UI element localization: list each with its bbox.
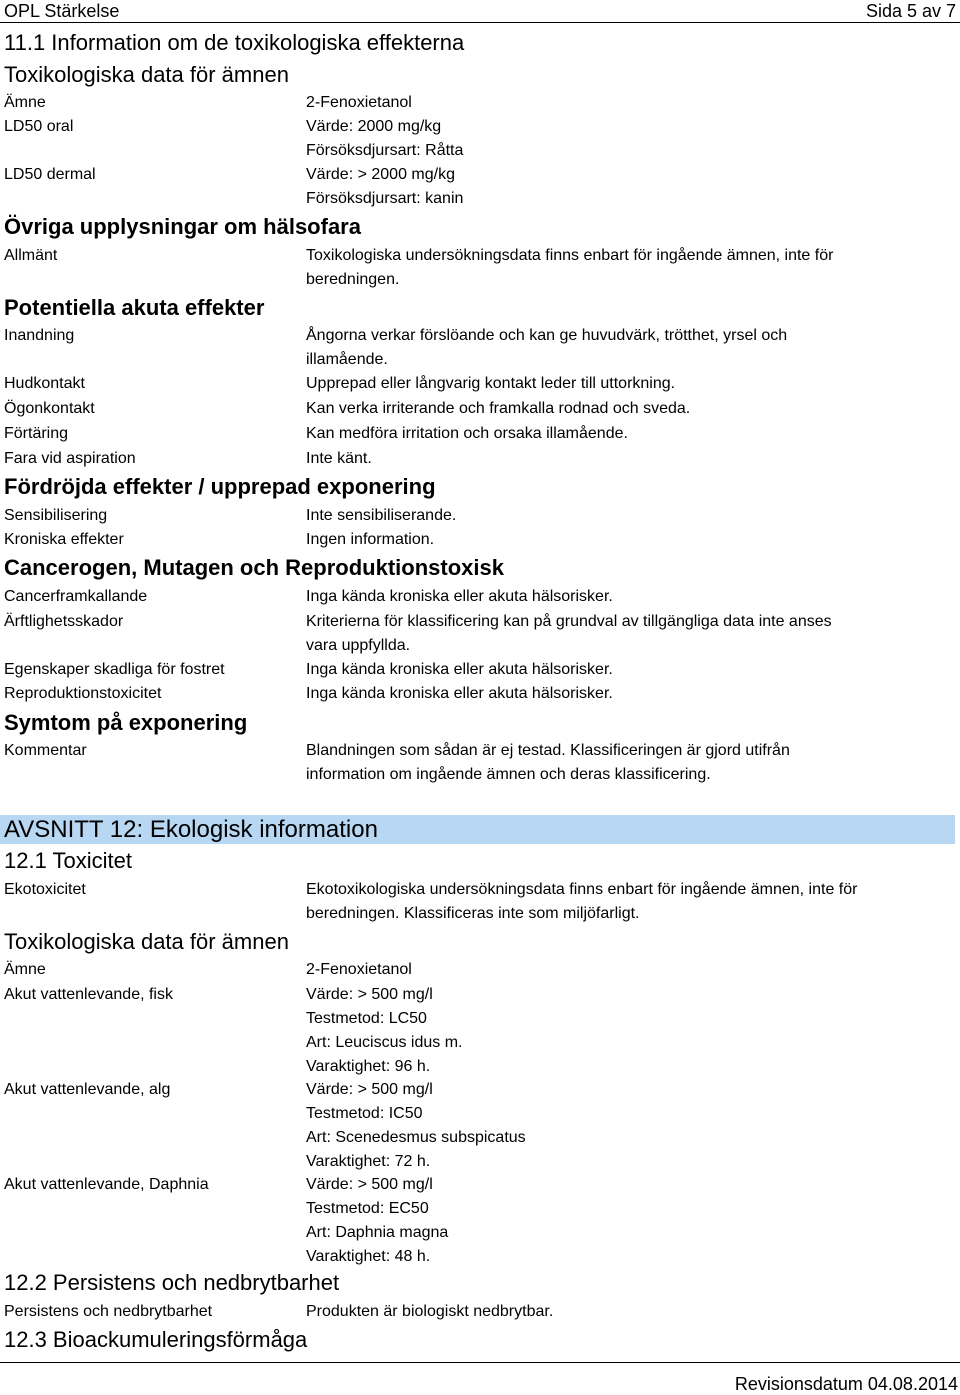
value-line: vara uppfyllda. (306, 637, 411, 654)
fetal-label: Egenskaper skadliga för fostret (4, 661, 225, 678)
bioacc-title: 12.3 Bioackumuleringsförmåga (4, 1327, 308, 1352)
value-line: Art: Daphnia magna (306, 1224, 449, 1241)
section-12-title: AVSNITT 12: Ekologisk information (4, 816, 378, 843)
other-health-title: Övriga upplysningar om hälsofara (4, 214, 361, 239)
tox-data-title-2: Toxikologiska data för ämnen (4, 929, 289, 954)
value-line: Försöksdjursart: kanin (306, 190, 464, 207)
skin-value: Upprepad eller långvarig kontakt leder till uttorkning. (306, 375, 676, 392)
carcinogenic-value: Inga kända kroniska eller akuta hälsorisker. (306, 588, 613, 605)
ecotox-label: Ekotoxicitet (4, 881, 86, 898)
value-line: Testmetod: IC50 (306, 1105, 423, 1122)
value-line: beredningen. Klassificeras inte som miljöfarligt. (306, 905, 640, 922)
general-label: Allmänt (4, 247, 58, 264)
persistence-title: 12.2 Persistens och nedbrytbarhet (4, 1270, 340, 1295)
section-11-1-title: 11.1 Information om de toxikologiska effekterna (4, 30, 465, 55)
value-line: Blandningen som sådan är ej testad. Klassificeringen är gjord utifrån (306, 742, 790, 759)
persistence-label: Persistens och nedbrytbarhet (4, 1303, 213, 1320)
tox-data-title: Toxikologiska data för ämnen (4, 62, 289, 87)
page-header (0, 0, 960, 23)
ld50-dermal-label: LD50 dermal (4, 166, 96, 183)
substance-value: 2-Fenoxietanol (306, 94, 412, 111)
value-line: Värde: 2000 mg/kg (306, 118, 442, 135)
substance-label: Ämne (4, 94, 46, 111)
skin-label: Hudkontakt (4, 375, 85, 392)
aspiration-value: Inte känt. (306, 450, 372, 467)
ld50-dermal-value (306, 163, 926, 211)
chronic-label: Kroniska effekter (4, 531, 124, 548)
ld50-oral-value (306, 115, 926, 163)
value-line: Försöksdjursart: Råtta (306, 142, 464, 159)
page-number: Sida 5 av 7 (865, 1, 956, 21)
value-line: Varaktighet: 96 h. (306, 1058, 431, 1075)
sensitisation-value: Inte sensibiliserande. (306, 507, 457, 524)
repro-label: Reproduktionstoxicitet (4, 685, 162, 702)
value-line: Värde: > 500 mg/l (306, 1176, 433, 1193)
value-line: illamående. (306, 351, 388, 368)
eye-label: Ögonkontakt (4, 400, 95, 417)
daphnia-value (306, 1173, 926, 1269)
mutagenic-label: Ärftlighetsskador (4, 613, 124, 630)
repro-value: Inga kända kroniska eller akuta hälsorisker. (306, 685, 613, 702)
acute-effects-title: Potentiella akuta effekter (4, 295, 265, 320)
general-value (306, 244, 926, 292)
daphnia-label: Akut vattenlevande, Daphnia (4, 1176, 209, 1193)
value-line: Ekotoxikologiska undersökningsdata finns enbart för ingående ämnen, inte för (306, 881, 858, 898)
comment-value (306, 739, 926, 787)
algae-value (306, 1078, 926, 1174)
section-12-band (0, 815, 955, 844)
persistence-value: Produkten är biologiskt nedbrytbar. (306, 1303, 554, 1320)
sensitisation-label: Sensibilisering (4, 507, 108, 524)
value-line: Värde: > 2000 mg/kg (306, 166, 455, 183)
value-line: Varaktighet: 72 h. (306, 1153, 431, 1170)
ld50-oral-label: LD50 oral (4, 118, 74, 135)
value-line: Värde: > 500 mg/l (306, 986, 433, 1003)
value-line: Kriterierna för klassificering kan på grundval av tillgängliga data inte anses (306, 613, 832, 630)
substance-label-2: Ämne (4, 961, 46, 978)
carcinogenic-label: Cancerframkallande (4, 588, 148, 605)
ecotox-value (306, 878, 926, 926)
page-footer (0, 1362, 960, 1394)
symptoms-title: Symtom på exponering (4, 710, 248, 735)
ingestion-value: Kan medföra irritation och orsaka illamående. (306, 425, 628, 442)
inhalation-value (306, 324, 926, 372)
product-name: OPL Stärkelse (4, 1, 120, 21)
value-line: Art: Leuciscus idus m. (306, 1034, 463, 1051)
inhalation-label: Inandning (4, 327, 75, 344)
aspiration-label: Fara vid aspiration (4, 450, 136, 467)
value-line: Testmetod: LC50 (306, 1010, 427, 1027)
value-line: Testmetod: EC50 (306, 1200, 429, 1217)
value-line: information om ingående ämnen och deras klassificering. (306, 766, 711, 783)
fish-value (306, 983, 926, 1079)
value-line: beredningen. (306, 271, 400, 288)
fetal-value: Inga kända kroniska eller akuta hälsorisker. (306, 661, 613, 678)
value-line: Ångorna verkar förslöande och kan ge huvudvärk, trötthet, yrsel och (306, 327, 788, 344)
delayed-effects-title: Fördröjda effekter / upprepad exponering (4, 474, 436, 499)
value-line: Toxikologiska undersökningsdata finns enbart för ingående ämnen, inte för (306, 247, 834, 264)
value-line: Värde: > 500 mg/l (306, 1081, 433, 1098)
value-line: Art: Scenedesmus subspicatus (306, 1129, 526, 1146)
value-line: Varaktighet: 48 h. (306, 1248, 431, 1265)
substance-value-2: 2-Fenoxietanol (306, 961, 412, 978)
eye-value: Kan verka irriterande och framkalla rodnad och sveda. (306, 400, 691, 417)
revision-date: Revisionsdatum 04.08.2014 (734, 1374, 958, 1394)
ingestion-label: Förtäring (4, 425, 69, 442)
mutagenic-value (306, 610, 926, 658)
fish-label: Akut vattenlevande, fisk (4, 986, 173, 1003)
comment-label: Kommentar (4, 742, 87, 759)
algae-label: Akut vattenlevande, alg (4, 1081, 171, 1098)
toxicity-title: 12.1 Toxicitet (4, 848, 133, 873)
cmr-title: Cancerogen, Mutagen och Reproduktionstoxisk (4, 555, 504, 580)
chronic-value: Ingen information. (306, 531, 435, 548)
